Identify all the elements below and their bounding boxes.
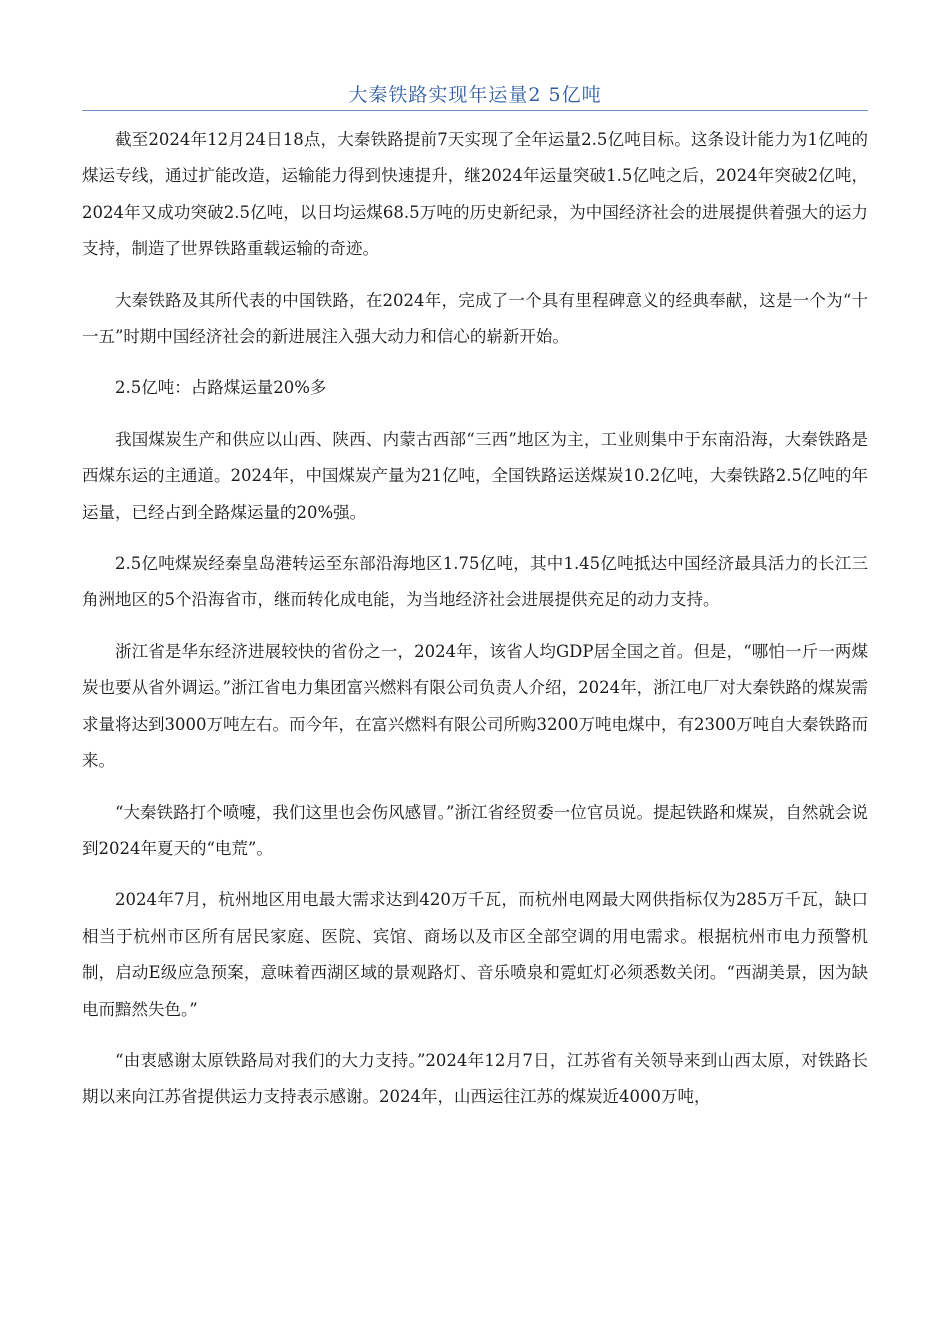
title-underline bbox=[82, 110, 868, 111]
paragraph-2: 大秦铁路及其所代表的中国铁路，在2024年，完成了一个具有里程碑意义的经典奉献，这是一个为“十一五”时期中国经济社会的新进展注入强大动力和信心的崭新开始。 bbox=[82, 290, 868, 347]
paragraph-8: “由衷感谢太原铁路局对我们的大力支持。”2024年12月7日，江苏省有关领导来到山西太原，对铁路长期以来向江苏省提供运力支持表示感谢。2024年，山西运往江苏的煤炭近4000万吨， bbox=[82, 1050, 868, 1107]
paragraph-4: 2.5亿吨煤炭经秦皇岛港转运至东部沿海地区1.75亿吨，其中1.45亿吨抵达中国经济最具活力的长江三角洲地区的5个沿海省市，继而转化成电能，为当地经济社会进展提供充足的动力支持。 bbox=[82, 554, 868, 610]
paragraph-1: 截至2024年12月24日18点，大秦铁路提前7天实现了全年运量2.5亿吨目标。这条设计能力为1亿吨的煤运专线，通过扩能改造，运输能力得到快速提升，继2024年运量突破1.5亿吨之后，2024年突破2亿吨，2024年又成功突破2.5亿吨，以日均运煤68.5万吨的历史新纪录，为中国经济社会的进展提供着强大的运力支持，制造了世界铁路重载运输的奇迹。 bbox=[82, 130, 868, 259]
paragraph-7: 2024年7月，杭州地区用电最大需求达到420万千瓦，而杭州电网最大网供指标仅为285万千瓦，缺口相当于杭州市区所有居民家庭、医院、宾馆、商场以及市区全部空调的用电需求。根据杭州市电力预警机制，启动E级应急预案，意味着西湖区域的景观路灯、音乐喷泉和霓虹灯必须悉数关闭。“西湖美景，因为缺电而黯然失色。” bbox=[82, 890, 868, 1019]
section-heading: 2.5亿吨：占路煤运量20%多 bbox=[115, 378, 327, 398]
paragraph-6: “大秦铁路打个喷嚏，我们这里也会伤风感冒。”浙江省经贸委一位官员说。提起铁路和煤炭，自然就会说到2024年夏天的“电荒”。 bbox=[82, 802, 868, 858]
paragraph-5: 浙江省是华东经济进展较快的省份之一，2024年，该省人均GDP居全国之首。但是，“哪怕一斤一两煤炭也要从省外调运。”浙江省电力集团富兴燃料有限公司负责人介绍，2024年，浙江电厂对大秦铁路的煤炭需求量将达到3000万吨左右。而今年，在富兴燃料有限公司所购3200万吨电煤中，有2300万吨自大秦铁路而来。 bbox=[82, 641, 868, 771]
document-title: 大秦铁路实现年运量2 5亿吨 bbox=[348, 84, 602, 106]
document-body bbox=[82, 122, 868, 1131]
paragraph-3: 我国煤炭生产和供应以山西、陕西、内蒙古西部“三西”地区为主，工业则集中于东南沿海，大秦铁路是西煤东运的主通道。2024年，中国煤炭产量为21亿吨，全国铁路运送煤炭10.2亿吨，大秦铁路2.5亿吨的年运量，已经占到全路煤运量的20%强。 bbox=[82, 429, 868, 522]
